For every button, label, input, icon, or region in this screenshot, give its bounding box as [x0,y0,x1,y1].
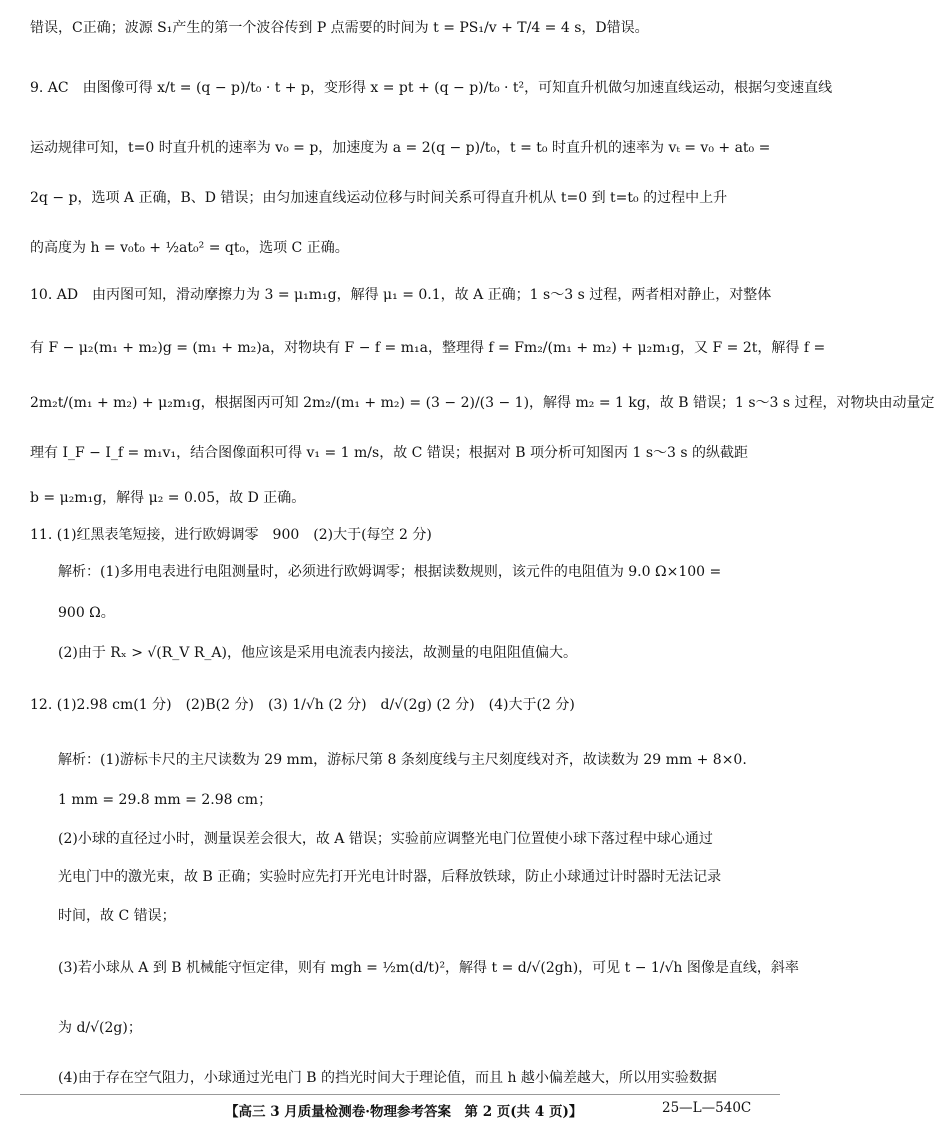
text-line-22: 为 d/√(2g)； [58,1020,142,1036]
text-line-23: (4)由于存在空气阻力，小球通过光电门 B 的挡光时间大于理论值，而且 h 越小偏差越大，所以用实验数据 [58,1070,717,1086]
text-line-4: 2q − p，选项 A 正确，B、D 错误；由匀加速直线运动位移与时间关系可得直升机从 t=0 到 t=t₀ 的过程中上升 [30,190,728,206]
text-line-21: (3)若小球从 A 到 B 机械能守恒定律，则有 mgh = ½m(d/t)²，解得 t = d/√(2gh)，可见 t − 1/√h 图像是直线，斜率 [58,960,799,976]
text-line-19: 光电门中的激光束，故 B 正确；实验时应先打开光电计时器，后释放铁球，防止小球通过计时器时无法记录 [58,869,722,885]
text-line-15: 12. (1)2.98 cm(1 分) (2)B(2 分) (3) 1/√h (2 分) d/√(2g) (2 分) (4)大于(2 分) [30,697,575,713]
text-line-16: 解析：(1)游标卡尺的主尺读数为 29 mm，游标尺第 8 条刻度线与主尺刻度线对齐，故读数为 29 mm + 8×0. [58,752,747,768]
text-line-7: 有 F − μ₂(m₁ + m₂)g = (m₁ + m₂)a，对物块有 F − f = m₁a，整理得 f = Fm₂/(m₁ + m₂) + μ₂m₁g，又 F = 2t，解得 f = [30,340,826,356]
text-line-13: 900 Ω。 [58,605,115,621]
text-line-14: (2)由于 Rₓ > √(R_V R_A)，他应该是采用电流表内接法，故测量的电阻阻值偏大。 [58,645,577,661]
text-line-20: 时间，故 C 错误； [58,908,176,924]
text-line-6: 10. AD 由丙图可知，滑动摩擦力为 3 = μ₁m₁g，解得 μ₁ = 0.1，故 A 正确；1 s～3 s 过程，两者相对静止，对整体 [30,287,772,303]
text-line-8: 2m₂t/(m₁ + m₂) + μ₂m₁g，根据图丙可知 2m₂/(m₁ + m₂) = (3 − 2)/(3 − 1)，解得 m₂ = 1 kg，故 B 错误；1 s～3 s 过程，对物块由动量定 [30,395,935,411]
footer-divider [20,1094,780,1095]
text-line-17: 1 mm = 29.8 mm = 2.98 cm； [58,792,273,808]
text-line-2: 9. AC 由图像可得 x/t = (q − p)/t₀ · t + p，变形得 x = pt + (q − p)/t₀ · t²，可知直升机做匀加速直线运动，根据匀变速直线 [30,80,833,96]
text-line-5: 的高度为 h = v₀t₀ + ½at₀² = qt₀，选项 C 正确。 [30,240,349,256]
text-line-9: 理有 I_F − I_f = m₁v₁，结合图像面积可得 v₁ = 1 m/s，故 C 错误；根据对 B 项分析可知图丙 1 s～3 s 的纵截距 [30,445,748,461]
text-line-11: 11. (1)红黑表笔短接，进行欧姆调零 900 (2)大于(每空 2 分) [30,527,432,543]
text-line-18: (2)小球的直径过小时，测量误差会很大，故 A 错误；实验前应调整光电门位置使小球下落过程中球心通过 [58,831,713,847]
text-line-1: 错误，C正确；波源 S₁产生的第一个波谷传到 P 点需要的时间为 t = PS₁/v + T/4 = 4 s，D错误。 [30,20,649,36]
footer-code: 25—L—540C [662,1100,752,1116]
text-line-10: b = μ₂m₁g，解得 μ₂ = 0.05，故 D 正确。 [30,490,306,506]
text-line-3: 运动规律可知，t=0 时直升机的速率为 v₀ = p，加速度为 a = 2(q − p)/t₀，t = t₀ 时直升机的速率为 vₜ = v₀ + at₀ = [30,140,771,156]
text-line-12: 解析：(1)多用电表进行电阻测量时，必须进行欧姆调零；根据读数规则，该元件的电阻值为 9.0 Ω×100 = [58,564,722,580]
footer-title: 【高三 3 月质量检测卷·物理参考答案 第 2 页(共 4 页)】 [225,1104,583,1120]
